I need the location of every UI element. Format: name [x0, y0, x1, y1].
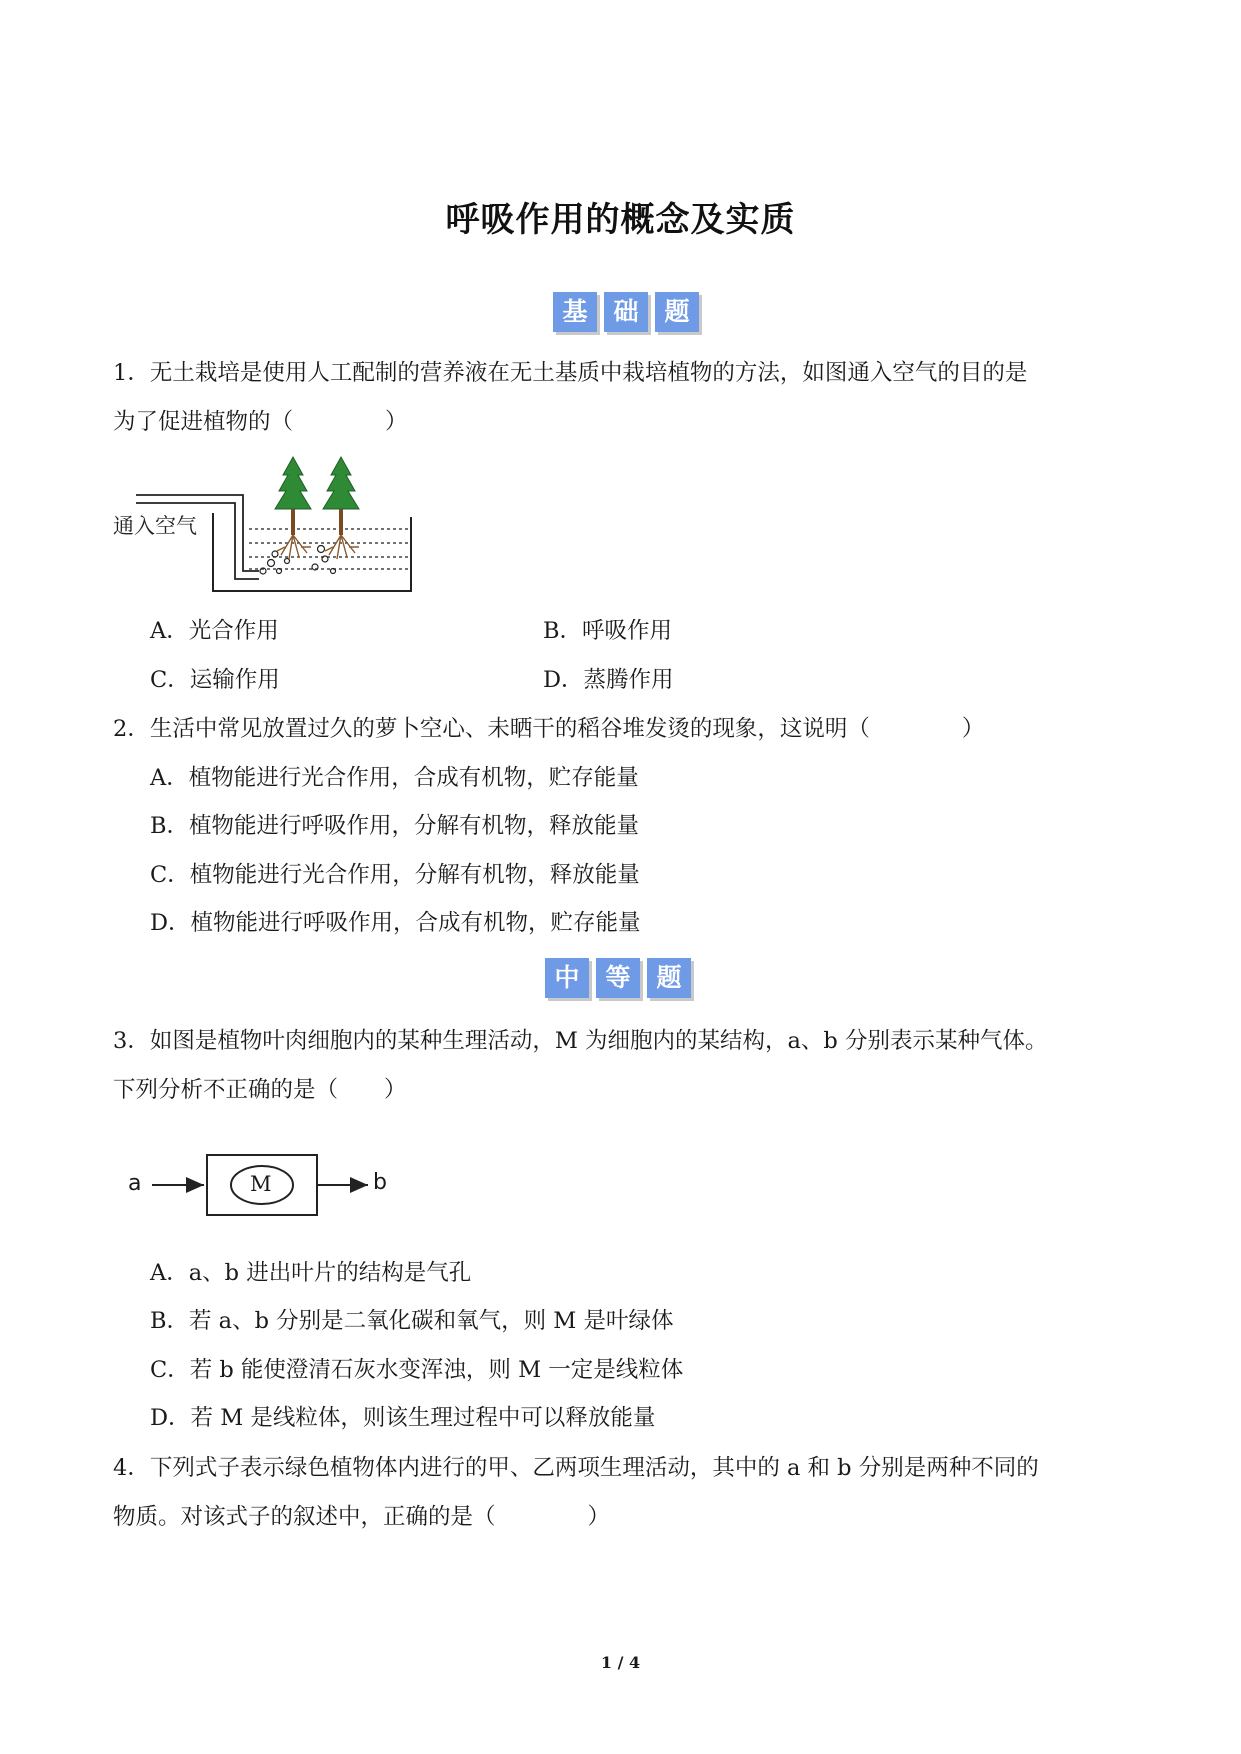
q2-option-b[interactable]: B．植物能进行呼吸作用，分解有机物，释放能量	[150, 813, 640, 839]
q1-option-a[interactable]: A．光合作用	[150, 618, 279, 644]
page-number: 1 / 4	[600, 1653, 641, 1672]
q2-stem-prefix: 2．生活中常见放置过久的萝卜空心、未晒干的稻谷堆发烫的现象，这说明（	[113, 716, 870, 742]
q3-option-c[interactable]: C．若 b 能使澄清石灰水变浑浊，则 M 一定是线粒体	[150, 1357, 684, 1383]
section-medium-heading	[545, 958, 691, 998]
q3-option-d[interactable]: D．若 M 是线粒体，则该生理过程中可以释放能量	[150, 1405, 656, 1431]
q1-option-b[interactable]: B．呼吸作用	[543, 618, 673, 644]
q2-stem	[113, 714, 984, 744]
q3-diagram-label-m: M	[250, 1172, 272, 1196]
q3-stem-line1: 3．如图是植物叶肉细胞内的某种生理活动，M 为细胞内的某结构，a、b 分别表示某种气体。	[113, 1028, 1048, 1054]
q1-option-d[interactable]: D．蒸腾作用	[543, 667, 674, 693]
q2-option-c[interactable]: C．植物能进行光合作用，分解有机物，释放能量	[150, 862, 640, 888]
section-medium-char-2: 等	[596, 958, 640, 998]
q2-option-d[interactable]: D．植物能进行呼吸作用，合成有机物，贮存能量	[150, 910, 641, 936]
section-basic-heading	[553, 292, 699, 332]
q1-figure-label: 通入空气	[113, 514, 197, 538]
q1-stem-prefix: 为了促进植物的（	[113, 409, 294, 435]
q3-diagram	[120, 1145, 400, 1225]
section-basic-char-1: 基	[553, 292, 597, 332]
q1-stem-line2	[113, 407, 408, 437]
section-medium-char-1: 中	[545, 958, 589, 998]
q3-option-b[interactable]: B．若 a、b 分别是二氧化碳和氧气，则 M 是叶绿体	[150, 1308, 674, 1334]
q2-stem-suffix: ）	[961, 716, 985, 742]
section-basic-char-2: 础	[604, 292, 648, 332]
section-medium-char-3: 题	[647, 958, 691, 998]
q1-stem-suffix: ）	[385, 409, 408, 435]
q4-stem-suffix: ）	[587, 1504, 611, 1530]
q3-diagram-label-a: a	[128, 1171, 142, 1196]
q2-option-a[interactable]: A．植物能进行光合作用，合成有机物，贮存能量	[150, 765, 639, 791]
q1-stem-line1: 1．无土栽培是使用人工配制的营养液在无土基质中栽培植物的方法，如图通入空气的目的是	[113, 360, 1028, 386]
page-title: 呼吸作用的概念及实质	[445, 200, 796, 240]
q3-diagram-label-b: b	[373, 1170, 387, 1195]
section-basic-char-3: 题	[655, 292, 699, 332]
q1-option-c[interactable]: C．运输作用	[150, 667, 280, 693]
q3-stem-prefix: 下列分析不正确的是（	[113, 1077, 339, 1103]
q3-stem-suffix: ）	[384, 1077, 407, 1103]
q4-stem-line2	[113, 1502, 610, 1532]
q4-stem-line1: 4．下列式子表示绿色植物体内进行的甲、乙两项生理活动，其中的 a 和 b 分别是两种不同的	[113, 1455, 1039, 1481]
q4-stem-prefix: 物质。对该式子的叙述中，正确的是（	[113, 1504, 496, 1530]
q3-stem-line2	[113, 1075, 407, 1105]
q1-hydroponics-figure	[113, 455, 413, 595]
q3-option-a[interactable]: A．a、b 进出叶片的结构是气孔	[150, 1260, 472, 1286]
